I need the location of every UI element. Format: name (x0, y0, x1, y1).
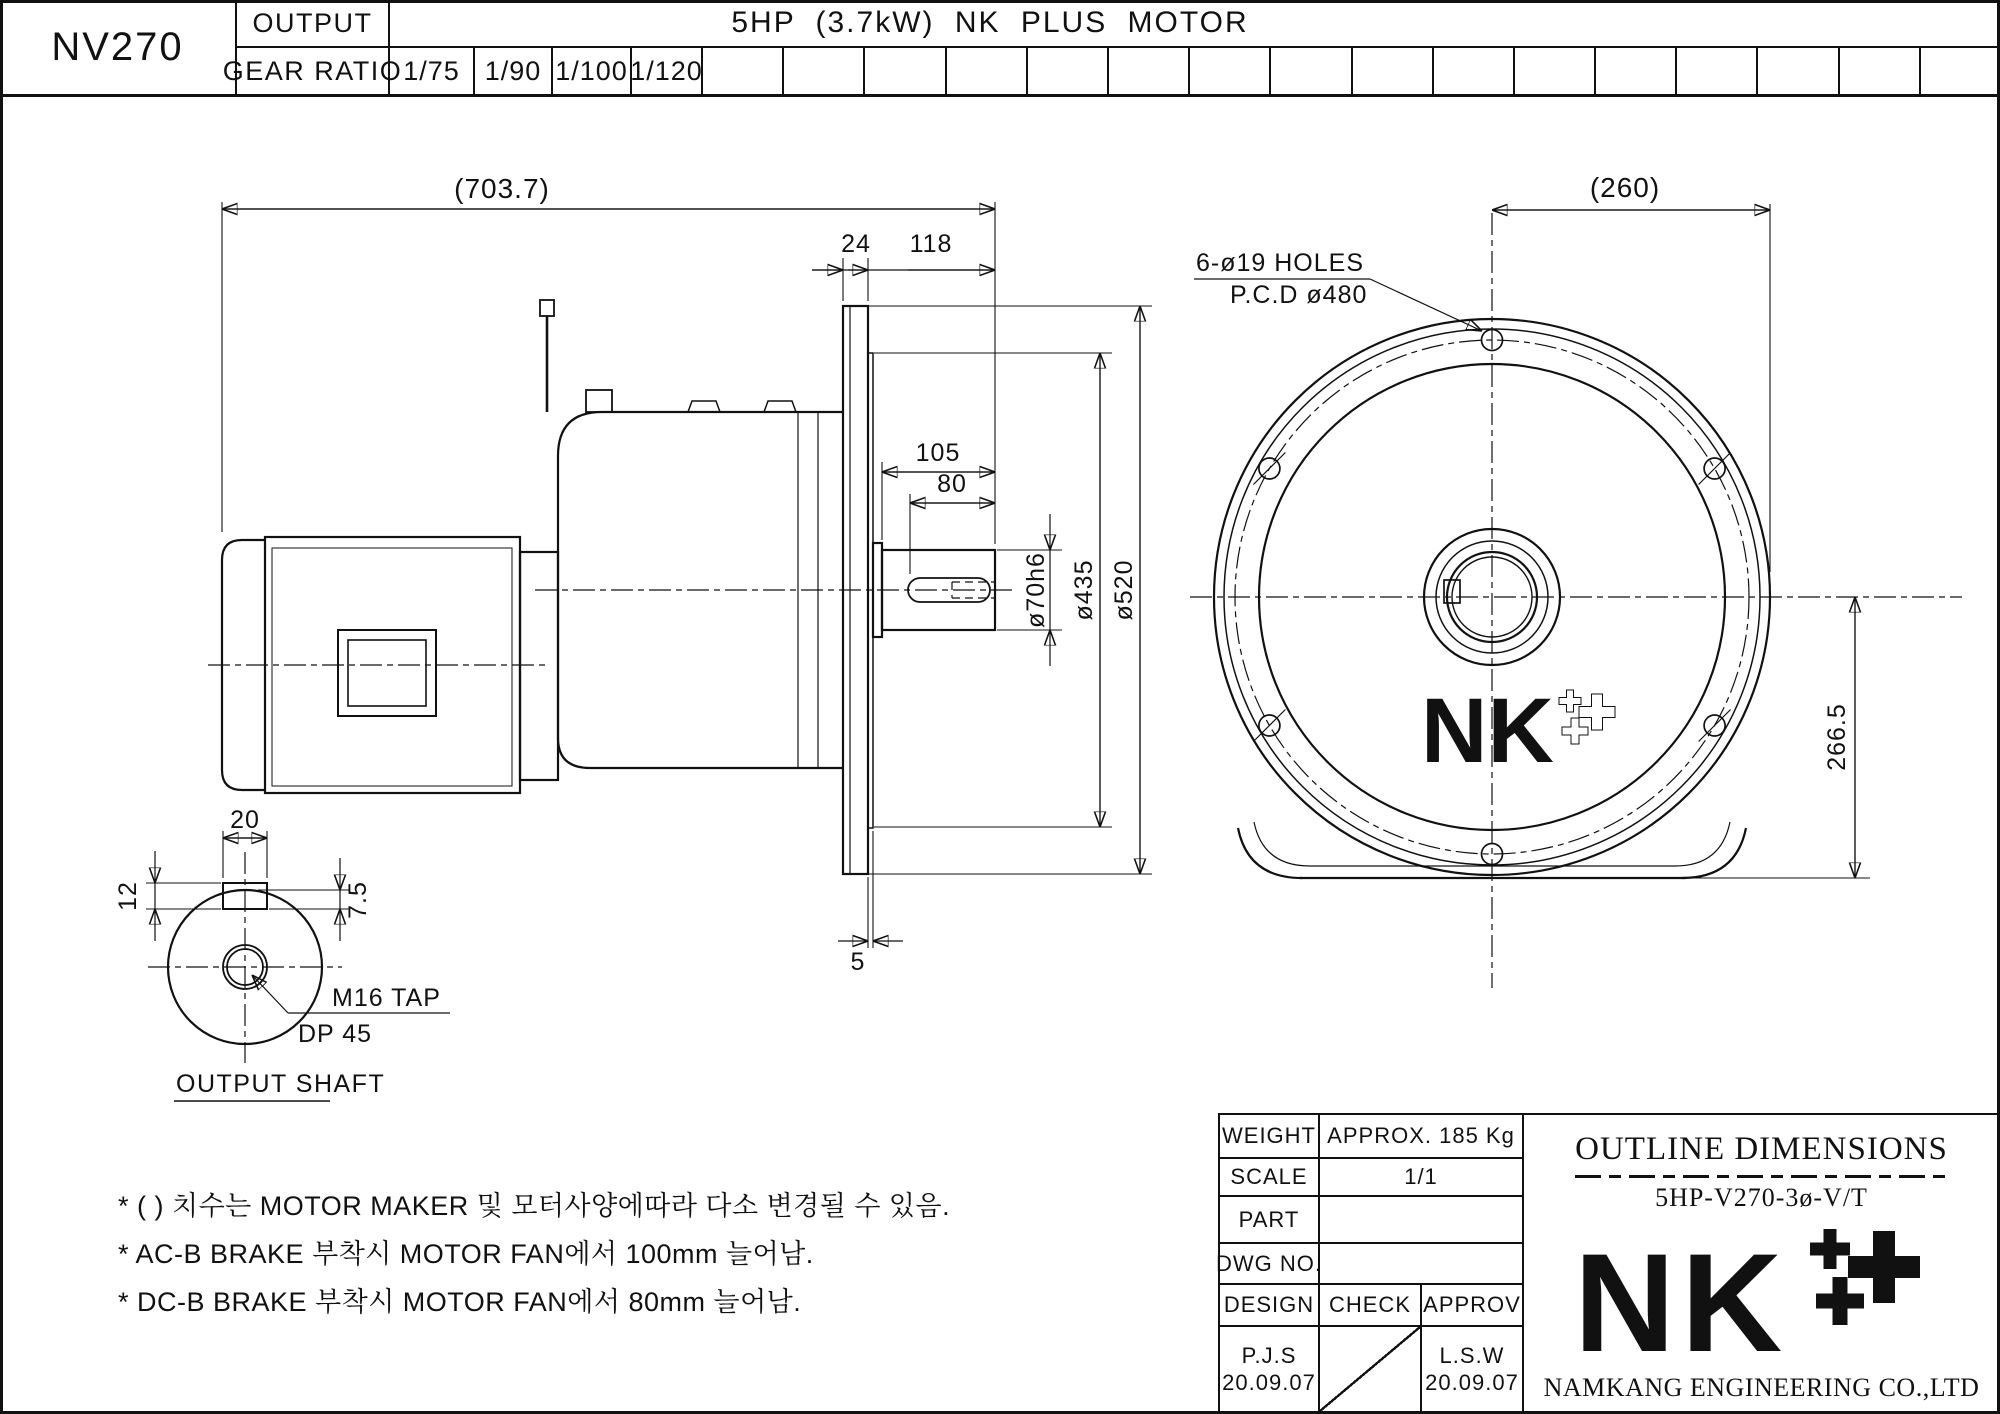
weight-label: WEIGHT (1220, 1115, 1320, 1159)
output-shaft-detail (114, 806, 450, 1101)
gear-ratio-cell: 1/100 (553, 48, 632, 94)
front-view (1190, 172, 1962, 988)
gear-ratio-empty-cell (1190, 48, 1271, 94)
base-arc-left-inner (1254, 822, 1310, 866)
gear-ratio-empty-cell (1758, 48, 1839, 94)
gear-ratio-empty-cell (947, 48, 1028, 94)
title-block (1218, 1113, 1997, 1411)
logo-text: NK (1573, 1224, 1788, 1373)
gear-ratio-empty-cell (1028, 48, 1109, 94)
motor-core-block (338, 630, 436, 716)
gear-ratio-cell: 1/75 (390, 48, 475, 94)
side-view (208, 173, 1152, 976)
logo-text: NK (1421, 680, 1554, 782)
gear-ratio-empty-cell (1840, 48, 1921, 94)
model-cell: NV270 (0, 0, 237, 94)
gear-ratio-empty-cell (865, 48, 946, 94)
dim-overall-length: (703.7) (454, 173, 550, 204)
note-line: * AC-B BRAKE 부착시 MOTOR FAN에서 100mm 늘어남. (118, 1239, 814, 1269)
logo-spark-medium (1816, 1277, 1864, 1325)
logo-spark-small (1559, 690, 1581, 712)
doc-title-rule (1575, 1175, 1949, 1178)
dim-key-width: 20 (230, 806, 260, 834)
dim-260: (260) (1589, 172, 1661, 203)
logo-spark-small (1810, 1229, 1850, 1269)
check-label: CHECK (1320, 1285, 1422, 1327)
motor-adapter (520, 552, 558, 780)
output-label-cell: OUTPUT (237, 0, 390, 48)
scale-label: SCALE (1220, 1159, 1320, 1197)
note-line: * DC-B BRAKE 부착시 MOTOR FAN에서 80mm 늘어남. (118, 1287, 802, 1317)
design-date: 20.09.07 (1222, 1370, 1316, 1395)
oil-plug (586, 390, 612, 412)
gear-ratio-empty-cell (1434, 48, 1515, 94)
gear-ratio-cell: 1/90 (475, 48, 553, 94)
gear-ratio-empty-cell (703, 48, 784, 94)
breather-plug-cap (540, 300, 554, 316)
weight-value: APPROX. 185 Kg (1320, 1115, 1524, 1159)
company-name: NAMKANG ENGINEERING CO.,LTD (1543, 1373, 1980, 1402)
approv-label: APPROV (1422, 1285, 1524, 1327)
approv-date: 20.09.07 (1425, 1370, 1519, 1395)
gear-ratio-row (390, 48, 2000, 94)
approv-signature (1422, 1327, 1524, 1411)
approv-name: L.S.W (1439, 1343, 1505, 1368)
gear-ratio-empty-cell (1515, 48, 1596, 94)
note-line: * ( ) 치수는 MOTOR MAKER 및 모터사양에따라 다소 변경될 수 있음. (118, 1191, 951, 1221)
gear-ratio-empty-cell (1677, 48, 1758, 94)
gear-ratio-empty-cell (1596, 48, 1677, 94)
dim-key-depth: 7.5 (344, 881, 372, 919)
company-logo (1572, 1223, 1952, 1373)
dim-shaft-diameter: ø70h6 (1022, 552, 1050, 628)
logo-spark-large (1848, 1231, 1920, 1303)
part-label: PART (1220, 1197, 1320, 1244)
base-arc-right-inner (1675, 822, 1730, 866)
gear-ratio-empty-cell (1271, 48, 1352, 94)
side-view-dimensions (222, 173, 1152, 976)
logo-spark-medium (1562, 718, 1588, 744)
dim-flange-thickness: 24 (841, 230, 871, 258)
shaft-detail-dimensions (114, 806, 450, 1048)
motor-core-inner (348, 640, 426, 706)
dim-boss-diameter: ø435 (1070, 559, 1098, 621)
tap-callout-line1: M16 TAP (332, 984, 441, 1012)
motor-title-cell: 5HP (3.7kW) NK PLUS MOTOR (390, 0, 2000, 48)
doc-code: 5HP-V270-3ø-V/T (1655, 1183, 1868, 1212)
dim-flange-diameter: ø520 (1110, 559, 1138, 621)
scale-value: 1/1 (1320, 1159, 1524, 1197)
dim-key-height: 12 (114, 881, 142, 911)
gear-ratio-empty-cell (1921, 48, 2000, 94)
header-table (0, 0, 2000, 97)
tap-callout-line2: DP 45 (298, 1020, 373, 1048)
notes (118, 1184, 950, 1319)
holes-callout-line2: P.C.D ø480 (1230, 281, 1368, 309)
dim-keyway-length: 80 (937, 470, 967, 498)
dwg-no-value (1320, 1244, 1524, 1285)
title-block-right-panel (1524, 1115, 1999, 1411)
dim-266-5: 266.5 (1823, 703, 1851, 771)
logo-spark-large (1579, 694, 1615, 730)
gear-ratio-cell: 1/120 (632, 48, 703, 94)
dim-shaft-length: 105 (915, 439, 961, 467)
gear-ratio-empty-cell (1353, 48, 1434, 94)
check-signature-empty (1320, 1327, 1422, 1411)
motor-fins (272, 548, 512, 786)
design-name: P.J.S (1241, 1343, 1297, 1368)
design-signature (1220, 1327, 1320, 1411)
gear-ratio-label-cell: GEAR RATIO (237, 48, 390, 94)
part-value (1320, 1197, 1524, 1244)
output-shaft-caption: OUTPUT SHAFT (176, 1070, 386, 1098)
dwg-no-label: DWG NO. (1220, 1244, 1320, 1285)
holes-callout-line1: 6-ø19 HOLES (1196, 249, 1365, 277)
housing-rib (764, 401, 796, 412)
dim-boss-step: 5 (850, 948, 866, 976)
gear-ratio-empty-cell (1109, 48, 1190, 94)
design-label: DESIGN (1220, 1285, 1320, 1327)
front-view-logo (1421, 680, 1615, 782)
gear-ratio-empty-cell (784, 48, 865, 94)
dim-shaft-extension: 118 (909, 230, 953, 258)
doc-title: OUTLINE DIMENSIONS (1575, 1131, 1948, 1167)
housing-rib (688, 401, 720, 412)
